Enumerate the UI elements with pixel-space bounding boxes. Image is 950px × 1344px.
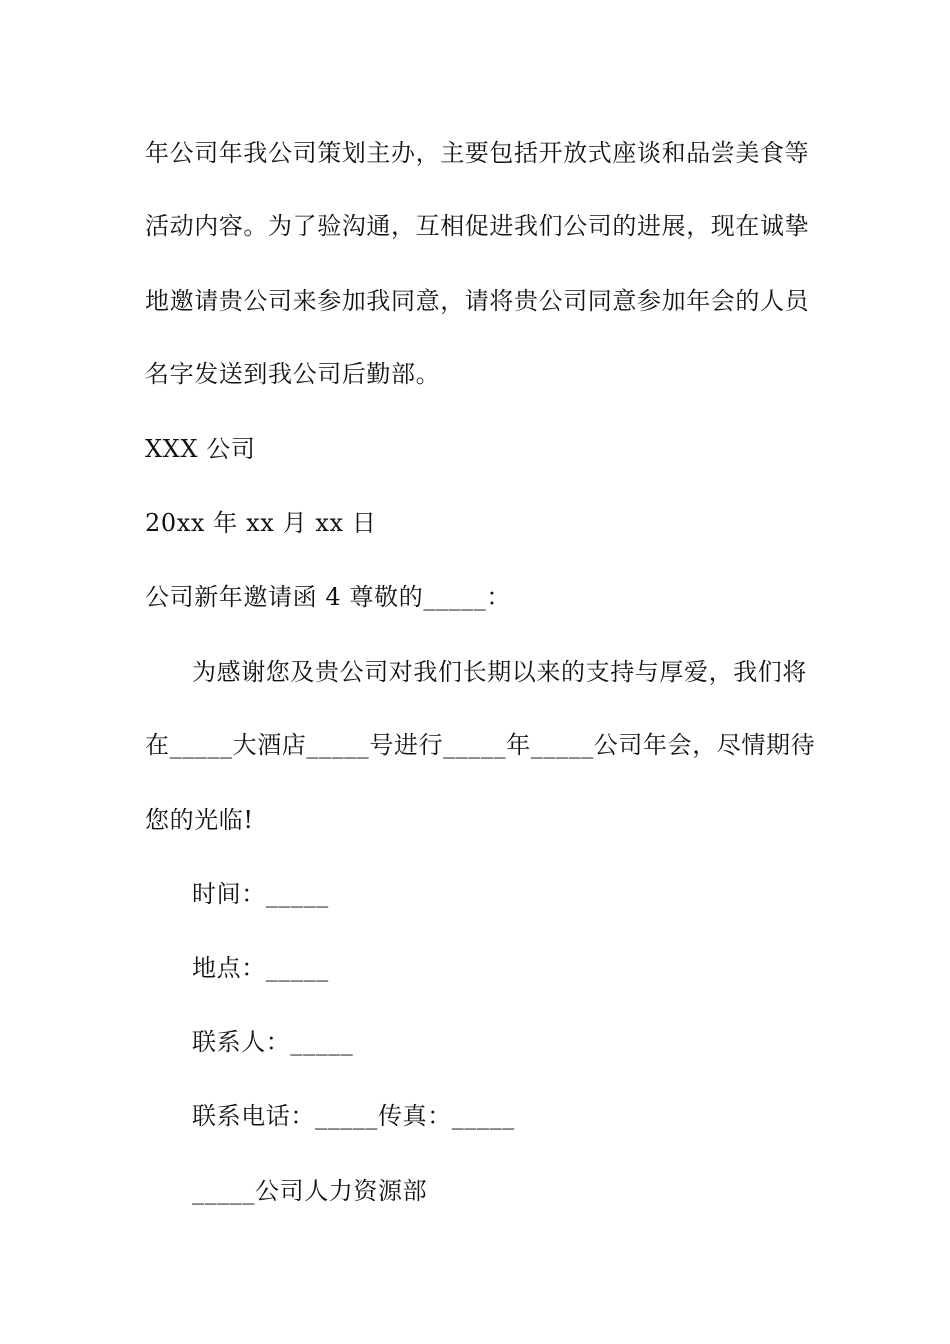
place-field: 地点：_____ bbox=[192, 954, 329, 982]
date-line: 20xx 年 xx 月 xx 日 bbox=[145, 509, 377, 537]
contact-field: 联系人：_____ bbox=[192, 1028, 354, 1056]
department-signature: _____公司人力资源部 bbox=[192, 1177, 428, 1205]
paragraph-1-line-3: 地邀请贵公司来参加我同意，请将贵公司同意参加年会的人员 bbox=[145, 287, 810, 315]
time-field: 时间：_____ bbox=[192, 880, 329, 908]
invitation-heading: 公司新年邀请函 4 尊敬的_____： bbox=[145, 583, 511, 611]
paragraph-2-line-3: 您的光临! bbox=[145, 806, 254, 834]
paragraph-1-line-1: 年公司年我公司策划主办，主要包括开放式座谈和品尝美食等 bbox=[145, 139, 810, 167]
paragraph-2-line-1: 为感谢您及贵公司对我们长期以来的支持与厚爱，我们将 bbox=[192, 658, 807, 686]
paragraph-2-line-2: 在_____大酒店_____号进行_____年_____公司年会，尽情期待 bbox=[145, 731, 816, 759]
paragraph-1-line-2: 活动内容。为了验沟通，互相促进我们公司的进展，现在诚挚 bbox=[145, 212, 810, 240]
phone-fax-field: 联系电话：_____传真：_____ bbox=[192, 1102, 515, 1130]
paragraph-1-line-4: 名字发送到我公司后勤部。 bbox=[145, 360, 441, 388]
company-sign: XXX 公司 bbox=[145, 435, 256, 463]
